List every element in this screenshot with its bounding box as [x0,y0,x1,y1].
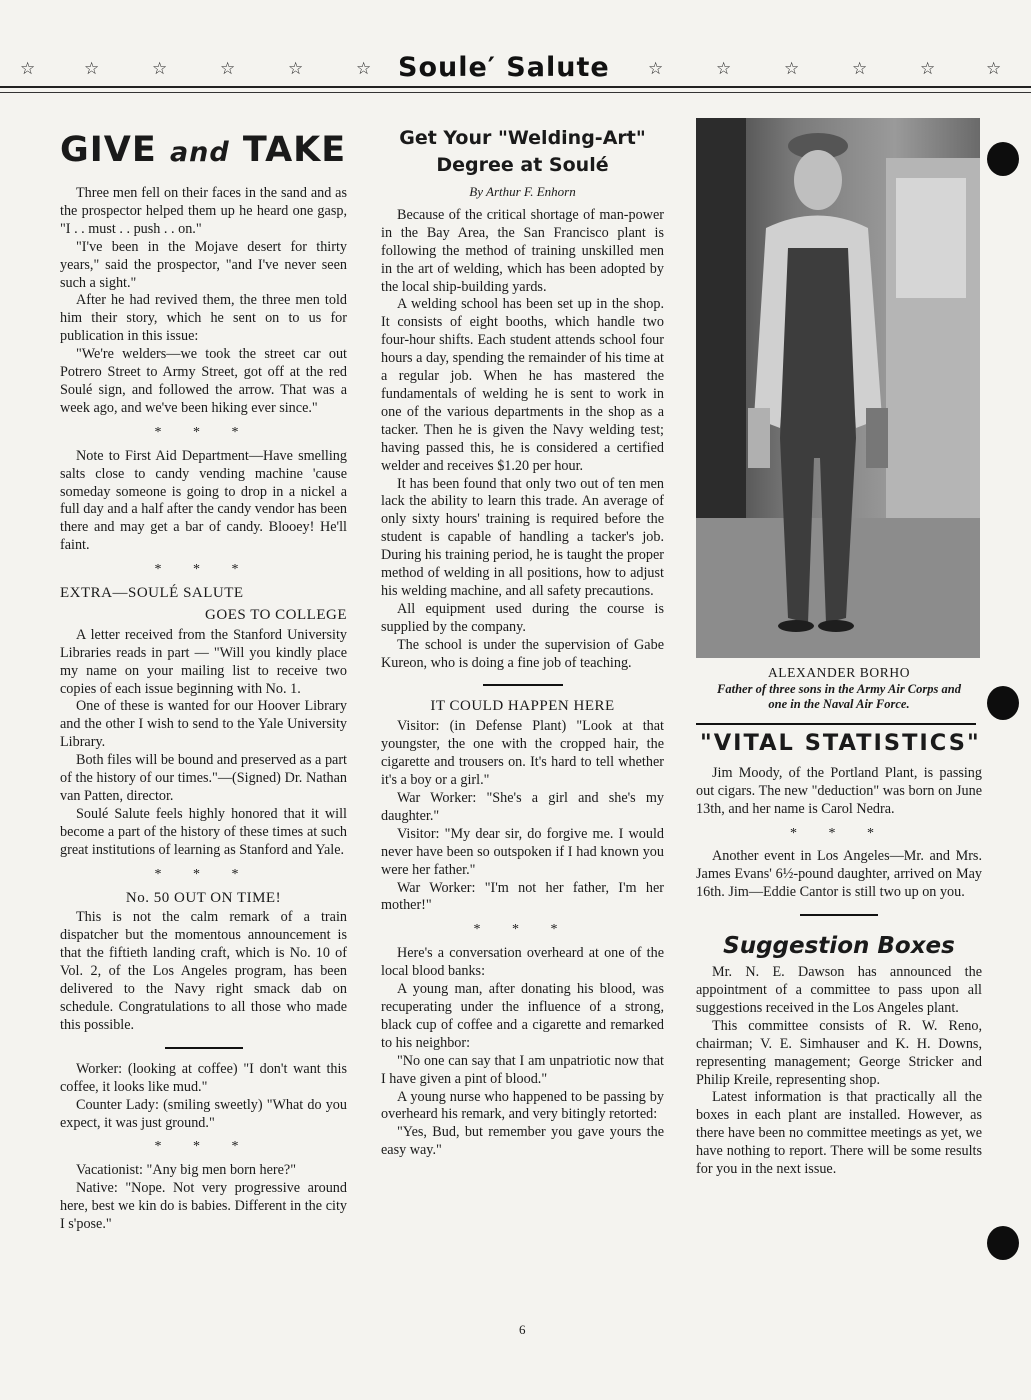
column-left [60,128,347,1234]
divider [483,684,563,686]
worker-photo-image [696,118,980,658]
paragraph: Because of the critical shortage of man-power in the Bay Area, the San Francisco plant is following the method of training unskilled men in the art of welding, which has been adopted by the local ship-building yards. [381,206,664,295]
section-separator: * * * [154,1139,253,1155]
paragraph: Counter Lady: (smiling sweetly) "What do you expect, it was just ground." [60,1096,347,1131]
paragraph: This committee consists of R. W. Reno, chairman; V. E. Simhauser and K. H. Downs, representing management; George Stricker and Philip Kreile, representing shop. [696,1017,982,1088]
binder-hole [987,1226,1019,1260]
star-icon: ☆ [986,59,1002,78]
give-and-take-headline: GIVE and TAKE [60,130,347,170]
paragraph: Soulé Salute feels highly honored that it will become a part of the history of these times at such great institutions of learning as Stanford and Yale. [60,805,347,858]
star-icon: ☆ [20,59,36,78]
paragraph: War Worker: "I'm not her father, I'm her mother!" [381,879,664,914]
photo-caption: one in the Naval Air Force. [768,696,910,711]
paragraph: Jim Moody, of the Portland Plant, is passing out cigars. The new "deduction" was born on June 13th, and her name is Carol Nedra. [696,764,982,817]
paragraph: Vacationist: "Any big men born here?" [76,1162,297,1179]
paragraph: Mr. N. E. Dawson has announced the appointment of a committee to pass upon all suggestions received in the Los Angeles plant. [696,964,982,1016]
suggestion-boxes-heading: Suggestion Boxes [723,933,955,960]
paragraph: Latest information is that practically all the boxes in each plant are installed. However, as there have been no committee meetings as yet, we have nothing to report. There will be some results for you in the next issue. [696,1089,982,1178]
masthead-rule [0,86,1031,88]
star-icon: ☆ [852,59,868,78]
article-title: Get Your "Welding-Art" Degree at Soulé [399,127,646,176]
divider [696,723,976,725]
section-separator: * * * [154,424,253,440]
paragraph: Native: "Nope. Not very progressive around here, best we kin do is babies. Different in the city I s'pose." [60,1180,347,1233]
section-heading: GOES TO COLLEGE [205,606,347,623]
star-icon: ☆ [716,59,732,78]
paragraph: "We're welders—we took the street car out Potrero Street to Army Street, got off at the red Soulé sign, and followed the arrow. That was a week ago, and we've been hiking ever since." [60,346,347,416]
paragraph: Here's a conversation overheard at one of the local blood banks: [381,945,664,980]
paragraph: Both files will be bound and preserved as a part of the history of our times."—(Signed) Dr. Nathan van Patten, director. [60,752,347,804]
paragraph: Three men fell on their faces in the sand and as the prospector helped them up he heard one gasp, "I . . must . . push . . on." [60,185,347,237]
section-heading: EXTRA—SOULÉ SALUTE [60,585,244,602]
star-icon: ☆ [784,59,800,78]
star-icon: ☆ [152,59,168,78]
paragraph: "I've been in the Mojave desert for thirty years," said the prospector, "and I've never seen such a sight." [60,238,347,291]
masthead-rule [0,92,1031,93]
section-separator: * * * [473,922,572,938]
paragraph: One of these is wanted for our Hoover Library and the other I wish to send to the Yale University Library. [60,698,347,751]
paragraph: The school is under the supervision of Gabe Kureon, who is doing a fine job of teaching. [381,636,664,671]
photo-caption: Father of three sons in the Army Air Corps and [717,681,961,696]
divider [800,914,878,916]
paragraph: It has been found that only two out of ten men lack the ability to learn this trade. An average of only sixty hours' training is required before the student is capable of handling a tacker's job. During his training period, he is taught the proper method of welding in all positions, how to adjust his welding machine, and all safety precautions. [381,475,664,599]
section-heading: IT COULD HAPPEN HERE [430,698,615,715]
paragraph: "No one can say that I am unpatriotic now that I have given a pint of blood." [381,1052,664,1087]
star-icon: ☆ [220,59,236,78]
star-icon: ☆ [288,59,304,78]
paragraph: Another event in Los Angeles—Mr. and Mrs. James Evans' 6½-pound daughter, arrived on May 16th. Jim—Eddie Cantor is still two up on you. [696,848,982,901]
paragraph: After he had revived them, the three men told him their story, which he sent on to us for publication in this issue: [60,292,347,345]
divider [165,1047,243,1049]
paragraph: All equipment used during the course is supplied by the company. [381,600,664,635]
column-middle [381,125,664,1160]
binder-hole [987,686,1019,720]
star-icon: ☆ [356,59,372,78]
paragraph: Visitor: "My dear sir, do forgive me. I would never have been so outspoken if I had known you were her father." [381,825,664,878]
binder-hole [987,142,1019,176]
section-separator: * * * [154,866,253,882]
star-icon: ☆ [648,59,664,78]
star-icon: ☆ [920,59,936,78]
paragraph: War Worker: "She's a girl and she's my daughter." [381,790,664,824]
photo-caption-name: ALEXANDER BORHO [767,665,911,680]
column-right [696,118,982,1179]
section-separator: * * * [790,825,888,841]
paragraph: A young nurse who happened to be passing by overheard his remark, and very bitingly retorted: [381,1088,664,1123]
star-icon: ☆ [84,59,100,78]
byline: By Arthur F. Enhorn [469,184,576,199]
paragraph: Note to First Aid Department—Have smelling salts close to candy vending machine 'cause someday someone is going to drop in a nickel a full day and a half after the candy vendor has been there and may get a bar of candy. Blooey! He'll faint. [60,447,347,554]
paragraph: A welding school has been set up in the shop. It consists of eight booths, which handle two four-hour shifts. Each student attends school four hours a day, spending the remainder of his time at a regular job. When he has mastered the fundamentals of welding he is sent to work in one of the various departments in the shop as a tacker. Then he is given the Navy welding test; having passed this, he is considered a certified welder and receives $1.20 per hour. [381,296,664,474]
paragraph: A letter received from the Stanford University Libraries reads in part — "Will you kindly place my name on your mailing list to receive two copies of each issue beginning with No. 1. [60,626,347,697]
paragraph: This is not the calm remark of a train dispatcher but the momentous announcement is that the fiftieth landing craft, which is No. 10 of Vol. 2, of the Los Angeles program, has been delivered to the Navy right smack dab on schedule. Congratulations to all those who made this possible. [60,909,347,1033]
page-number: 6 [519,1322,526,1337]
vital-statistics-heading: "VITAL STATISTICS" [700,729,981,756]
newsletter-title: Soule′ Salute [398,52,610,83]
section-separator: * * * [154,562,253,578]
section-heading: No. 50 OUT ON TIME! [125,889,282,906]
paragraph: Worker: (looking at coffee) "I don't want this coffee, it looks like mud." [60,1060,347,1095]
paragraph: Visitor: (in Defense Plant) "Look at that youngster, the one with the cropped hair, the cigarette and trousers on. It's hard to tell whether it's a boy or a girl." [381,718,664,789]
paragraph: A young man, after donating his blood, was recuperating under the influence of a strong, black cup of coffee and a cigarette and remarked to his neighbor: [381,981,664,1051]
worker-photo [696,118,980,658]
paragraph: "Yes, Bud, but remember you gave yours the easy way." [381,1124,664,1159]
masthead [0,50,1031,90]
